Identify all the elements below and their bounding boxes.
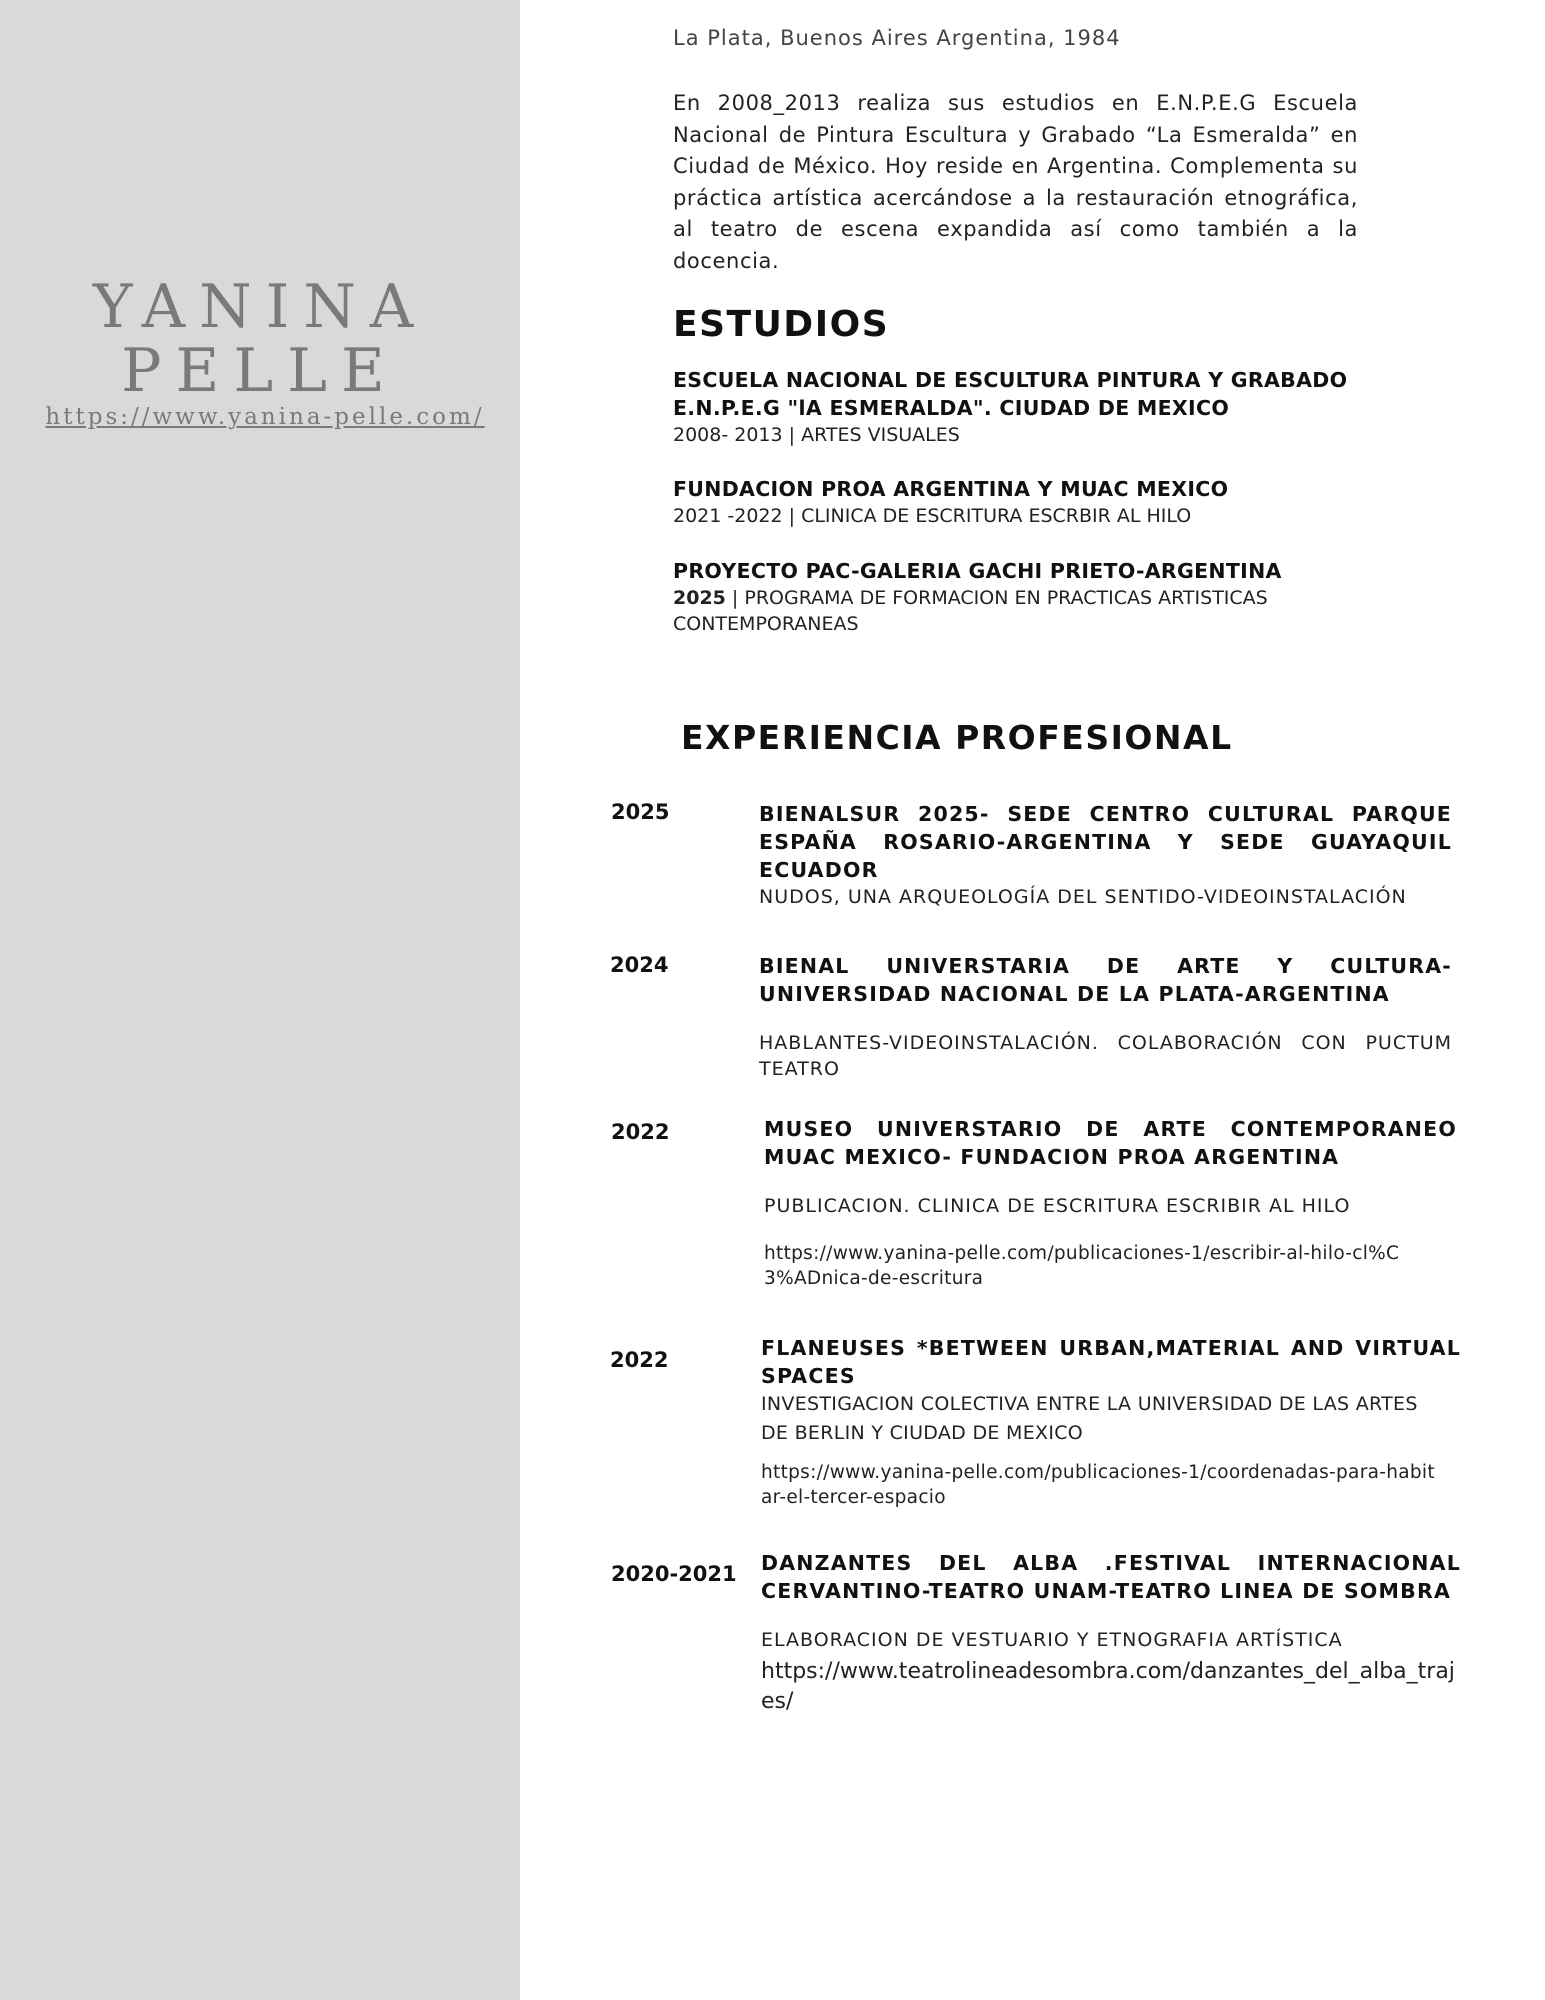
study-title: FUNDACION PROA ARGENTINA Y MUAC MEXICO: [673, 477, 1229, 501]
experience-entry: [761, 1549, 1461, 1717]
entry-title: FLANEUSES *BETWEEN URBAN,MATERIAL AND VIRTUAL SPACES: [761, 1336, 1461, 1388]
experience-entry: [759, 952, 1452, 1082]
birth-info: La Plata, Buenos Aires Argentina, 1984: [673, 26, 1121, 50]
experience-entry: [759, 800, 1452, 910]
entry-year: 2020-2021: [611, 1562, 737, 1586]
experience-entry: [761, 1334, 1461, 1510]
entry-url[interactable]: https://www.yanina-pelle.com/publicaciones-1/escribir-al-hilo-cl%C3%ADnica-de-escritura: [764, 1243, 1400, 1289]
entry-year: 2024: [610, 953, 669, 977]
study-detail: [673, 585, 1323, 637]
study-item: [673, 557, 1323, 637]
study-item: [673, 475, 1393, 529]
study-item: [673, 366, 1393, 448]
entry-subtitle: PUBLICACION. CLINICA DE ESCRITURA ESCRIBIR AL HILO: [764, 1195, 1351, 1217]
study-title: ESCUELA NACIONAL DE ESCULTURA PINTURA Y GRABADO E.N.P.E.G "lA ESMERALDA". CIUDAD DE MEXICO: [673, 368, 1348, 420]
sidebar: [0, 0, 520, 2000]
name-last: PELLE: [121, 336, 399, 406]
entry-url[interactable]: https://www.teatrolineadesombra.com/danzantes_del_alba_trajes/: [761, 1659, 1455, 1714]
study-detail-text: | PROGRAMA DE FORMACION EN PRACTICAS ARTISTICAS CONTEMPORANEAS: [673, 587, 1268, 635]
entry-url[interactable]: https://www.yanina-pelle.com/publicaciones-1/coordenadas-para-habitar-el-tercer-espacio: [761, 1462, 1435, 1508]
estudios-heading: ESTUDIOS: [673, 304, 890, 345]
study-title: PROYECTO PAC-GALERIA GACHI PRIETO-ARGENTINA: [673, 559, 1282, 583]
study-year: 2025: [673, 587, 726, 609]
entry-title: DANZANTES DEL ALBA .FESTIVAL INTERNACIONAL CERVANTINO-TEATRO UNAM-TEATRO LINEA DE SOMBRA: [761, 1551, 1461, 1603]
entry-subtitle: ELABORACION DE VESTUARIO Y ETNOGRAFIA ARTÍSTICA: [761, 1629, 1343, 1651]
entry-subtitle: INVESTIGACION COLECTIVA ENTRE LA UNIVERSIDAD DE LAS ARTES DE BERLIN Y CIUDAD DE MEXICO: [761, 1393, 1418, 1444]
entry-year: 2025: [611, 800, 670, 824]
experience-entry: [764, 1115, 1457, 1291]
study-detail: 2008- 2013 | ARTES VISUALES: [673, 424, 960, 446]
entry-year: 2022: [611, 1120, 670, 1144]
bio-paragraph: En 2008_2013 realiza sus estudios en E.N.P.E.G Escuela Nacional de Pintura Escultura y Grabado “La Esmeralda” en Ciudad de México. Hoy reside en Argentina. Complementa su práctica artística acercándose a la restauración etnográfica, al teatro de escena expandida así como también a la docencia.: [673, 91, 1358, 273]
entry-title: BIENAL UNIVERSTARIA DE ARTE Y CULTURA- UNIVERSIDAD NACIONAL DE LA PLATA-ARGENTINA: [759, 954, 1452, 1006]
entry-subtitle: NUDOS, UNA ARQUEOLOGÍA DEL SENTIDO-VIDEOINSTALACIÓN: [759, 886, 1407, 908]
entry-year: 2022: [610, 1348, 669, 1372]
entry-title: MUSEO UNIVERSTARIO DE ARTE CONTEMPORANEO MUAC MEXICO- FUNDACION PROA ARGENTINA: [764, 1117, 1457, 1169]
website-link[interactable]: https://www.yanina-pelle.com/: [45, 404, 485, 430]
name-first: YANINA: [92, 272, 428, 342]
experiencia-heading: EXPERIENCIA PROFESIONAL: [681, 718, 1233, 757]
entry-subtitle: HABLANTES-VIDEOINSTALACIÓN. COLABORACIÓN CON PUCTUM TEATRO: [759, 1032, 1452, 1080]
entry-title: BIENALSUR 2025- SEDE CENTRO CULTURAL PARQUE ESPAÑA ROSARIO-ARGENTINA Y SEDE GUAYAQUIL ECUADOR: [759, 802, 1452, 882]
study-detail: 2021 -2022 | CLINICA DE ESCRITURA ESCRBIR AL HILO: [673, 505, 1192, 527]
